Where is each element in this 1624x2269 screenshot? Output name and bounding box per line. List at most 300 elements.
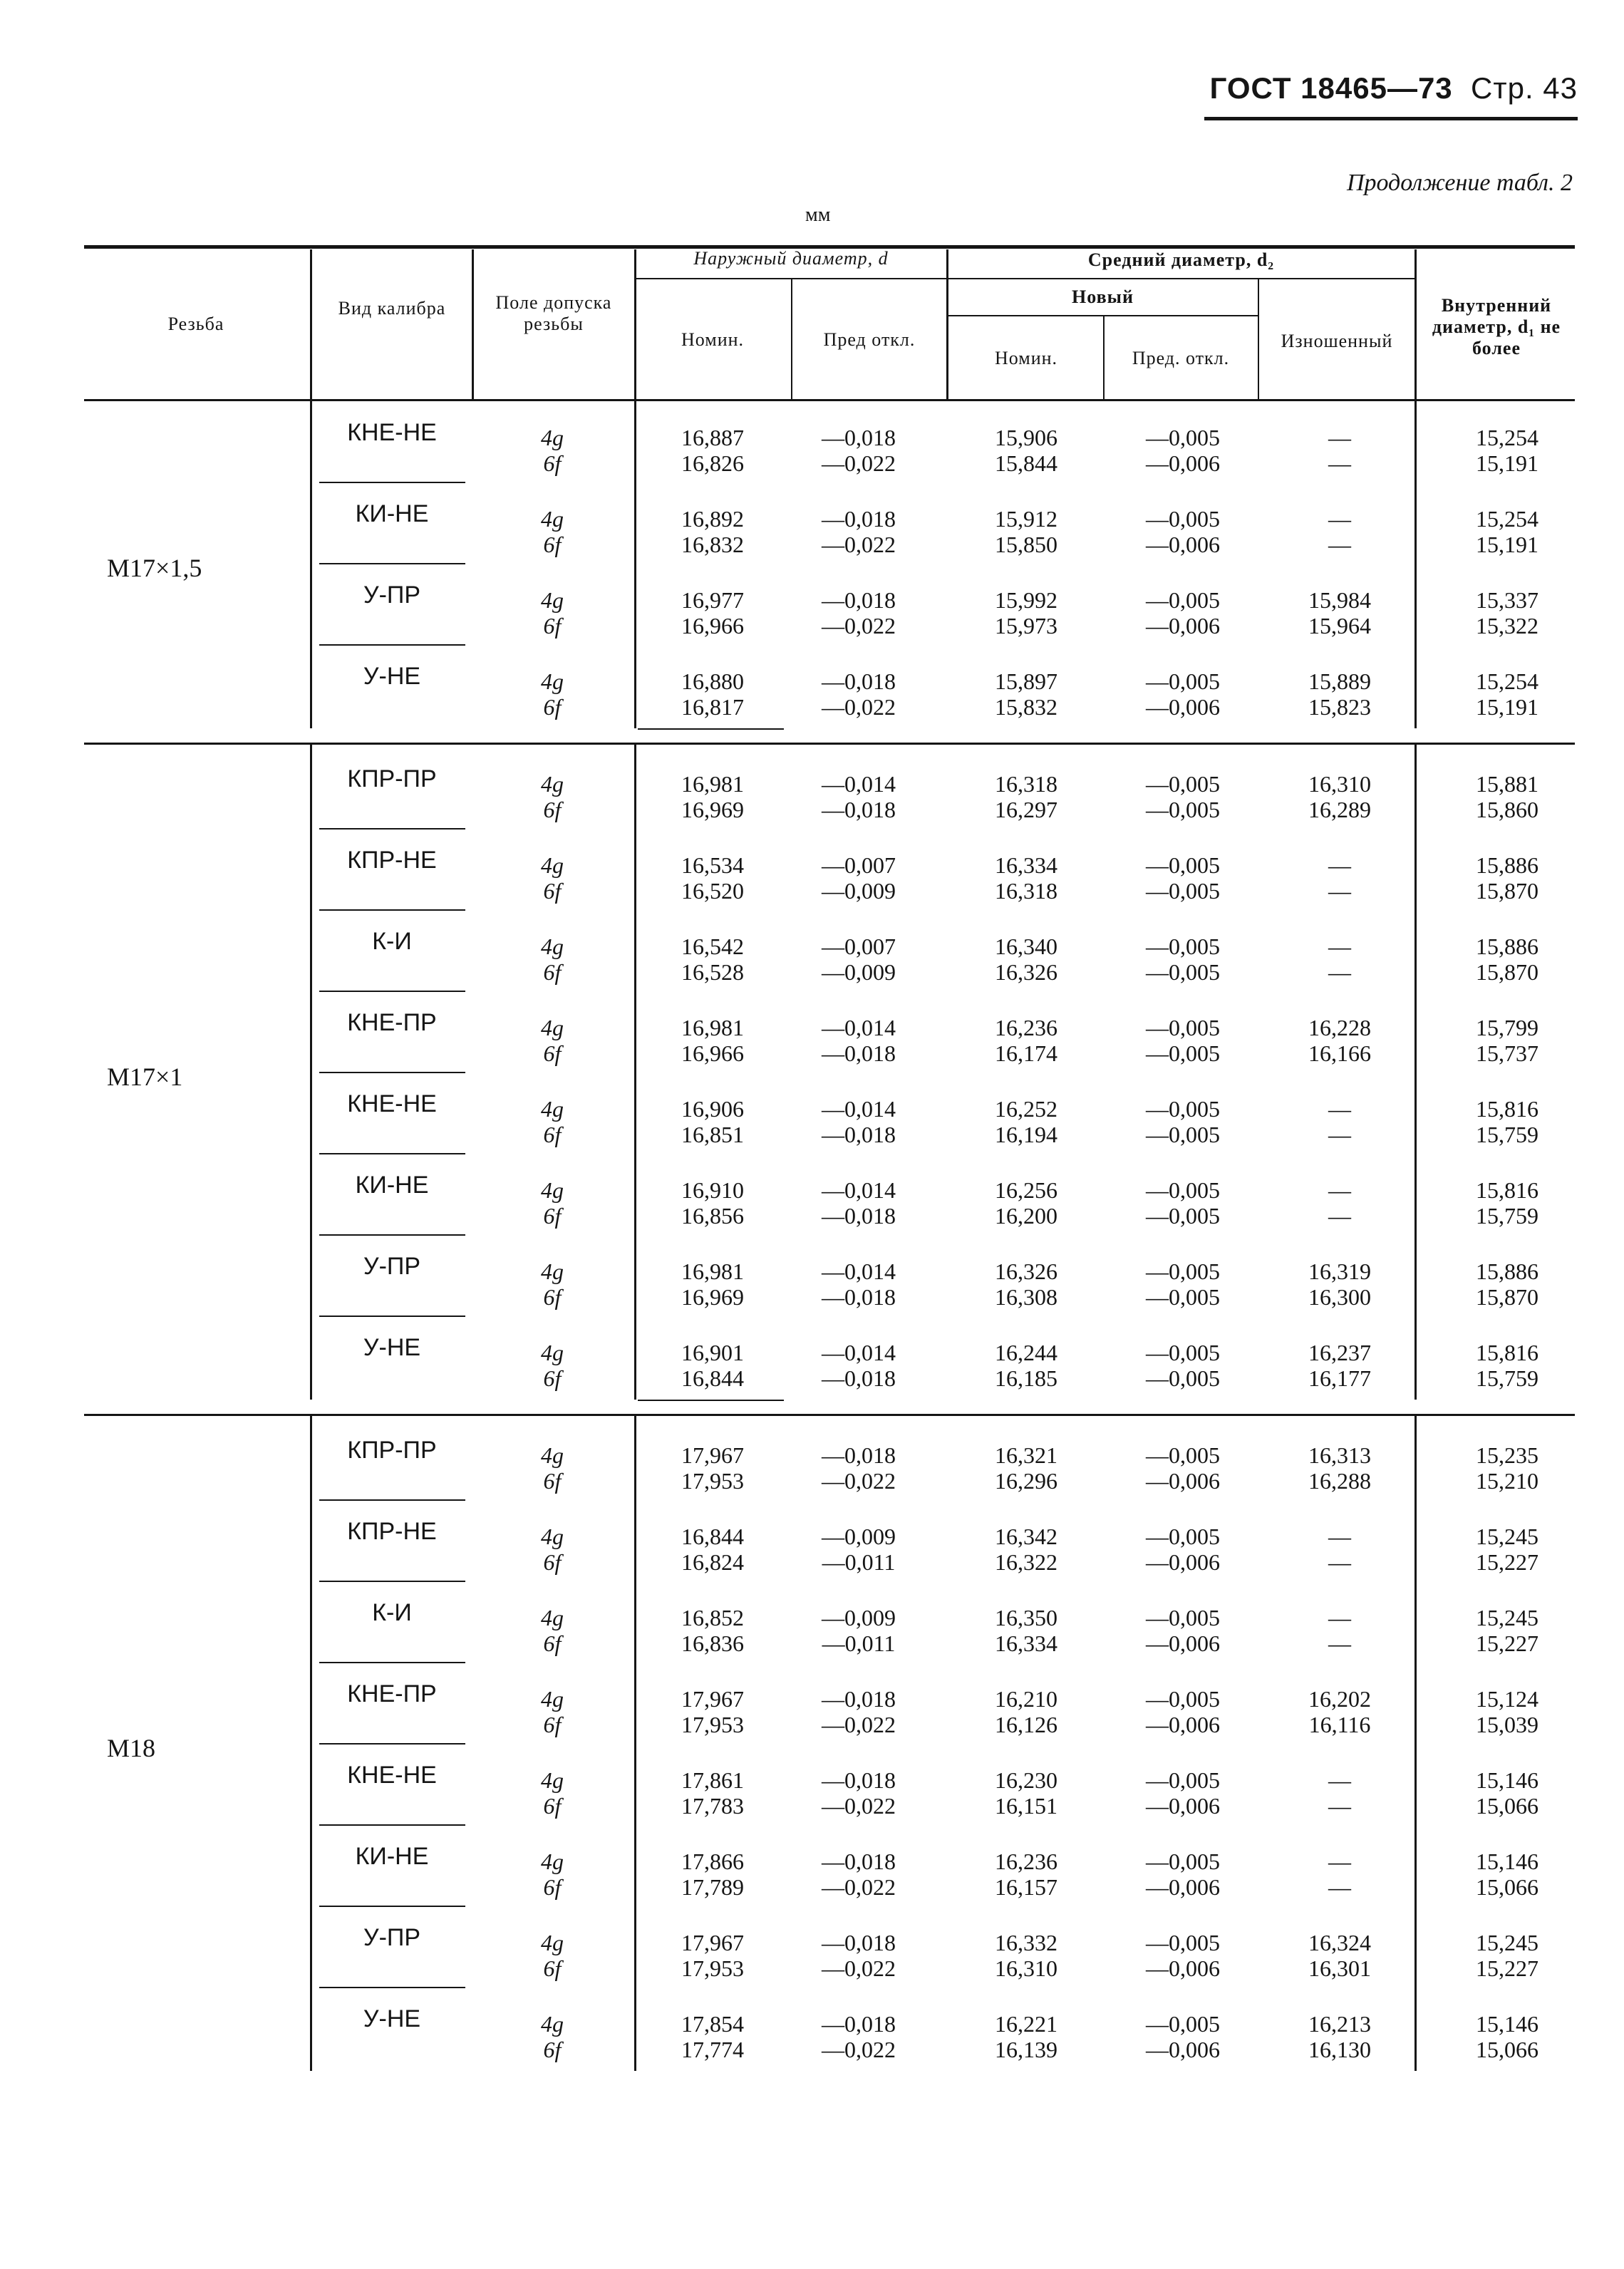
tolerance-field-cell-line: 4g (541, 1686, 564, 1712)
column-rule (1414, 398, 1417, 728)
outer-deviation-cell-line: —0,009 (822, 959, 896, 985)
mean-deviation-cell-line: —0,005 (1146, 1930, 1220, 1955)
worn-cell-line: 15,964 (1308, 613, 1371, 639)
worn-cell-line: — (1328, 1793, 1351, 1819)
mean-nominal-cell-line: 16,334 (995, 1630, 1057, 1656)
gauge-type-cell: У-НЕ (363, 1334, 421, 1361)
mean-nominal-cell-line: 16,310 (995, 1955, 1057, 1981)
inner-diameter-cell-line: 15,886 (1476, 852, 1538, 878)
outer-nominal-cell-line: 16,901 (681, 1340, 744, 1365)
outer-nominal-cell-line: 16,817 (681, 694, 744, 720)
mean-deviation-cell (1112, 1015, 1254, 1066)
mean-nominal-cell-line: 16,334 (995, 852, 1057, 878)
tolerance-field-cell (499, 1442, 606, 1494)
outer-nominal-cell-line: 17,774 (681, 2037, 744, 2062)
outer-nominal-cell (648, 1096, 777, 1147)
mean-nominal-cell-line: 15,832 (995, 694, 1057, 720)
outer-deviation-cell-line: —0,007 (822, 934, 896, 959)
mean-nominal-cell (955, 852, 1097, 904)
outer-nominal-cell-line: 17,861 (681, 1767, 744, 1793)
mean-deviation-cell-line: —0,006 (1146, 1549, 1220, 1575)
mean-nominal-cell (955, 1524, 1097, 1575)
gauge-type-cell: КНЕ-НЕ (347, 1090, 437, 1117)
gauge-type-cell: КНЕ-НЕ (347, 1762, 437, 1789)
outer-deviation-cell-line: —0,018 (822, 1930, 896, 1955)
tolerance-field-cell-line: 6f (543, 613, 562, 639)
tolerance-field-cell-line: 6f (543, 1793, 562, 1819)
outer-deviation-cell-line: —0,018 (822, 1122, 896, 1147)
outer-nominal-cell-line: 17,967 (681, 1930, 744, 1955)
mean-nominal-cell-line: 16,296 (995, 1468, 1057, 1494)
page-number: Стр. 43 (1471, 71, 1578, 105)
outer-deviation-cell (798, 668, 919, 720)
inner-diameter-cell (1432, 852, 1582, 904)
gauge-type-cell: У-ПР (363, 582, 421, 609)
tolerance-field-cell (499, 1849, 606, 1900)
worn-cell-line: 16,202 (1308, 1686, 1371, 1712)
inner-diameter-cell-line: 15,759 (1476, 1203, 1538, 1229)
mean-nominal-cell (955, 1258, 1097, 1310)
tolerance-field-cell-line: 4g (541, 2011, 564, 2037)
inner-diameter-cell-line: 15,254 (1476, 425, 1538, 450)
gauge-row-rule (319, 991, 465, 992)
outer-deviation-cell-line: —0,022 (822, 1468, 896, 1494)
worn-cell-line: — (1328, 1177, 1351, 1203)
inner-diameter-cell (1432, 1767, 1582, 1819)
worn-cell-line: 16,319 (1308, 1258, 1371, 1284)
mean-nominal-cell-line: 16,256 (995, 1177, 1057, 1203)
outer-nominal-cell (648, 1686, 777, 1737)
mean-nominal-cell-line: 16,236 (995, 1849, 1057, 1874)
column-rule (310, 1415, 312, 2071)
outer-nominal-cell-line: 16,910 (681, 1177, 744, 1203)
inner-diameter-cell-line: 15,124 (1476, 1686, 1538, 1712)
tolerance-field-cell-line: 4g (541, 1930, 564, 1955)
mean-nominal-cell (955, 1605, 1097, 1656)
gauge-type-cell: У-ПР (363, 1253, 421, 1280)
inner-diameter-cell-line: 15,886 (1476, 934, 1538, 959)
worn-cell-line: — (1328, 934, 1351, 959)
table-continuation-note: Продолжение табл. 2 (1346, 170, 1573, 196)
mean-deviation-cell (1112, 587, 1254, 639)
worn-cell-line: — (1328, 1874, 1351, 1900)
gauge-row-rule (319, 1743, 465, 1745)
tolerance-field-cell (499, 2011, 606, 2062)
worn-cell-line: — (1328, 532, 1351, 557)
header-vrule (310, 249, 312, 399)
gauge-type-cell: КИ-НЕ (355, 1172, 429, 1199)
inner-diameter-cell (1432, 1340, 1582, 1391)
worn-cell (1268, 425, 1411, 476)
column-header-outer-deviation: Пред откл. (823, 329, 916, 350)
worn-cell (1268, 852, 1411, 904)
worn-cell-line: 16,228 (1308, 1015, 1371, 1040)
mean-deviation-cell-line: —0,005 (1146, 878, 1220, 904)
inner-diameter-cell-line: 15,860 (1476, 797, 1538, 822)
outer-deviation-cell (798, 1605, 919, 1656)
outer-deviation-cell (798, 852, 919, 904)
worn-cell-line: — (1328, 450, 1351, 476)
inner-diameter-cell (1432, 1605, 1582, 1656)
outer-nominal-cell-line: 16,977 (681, 587, 744, 613)
column-header-mean-deviation: Пред. откл. (1132, 348, 1230, 368)
outer-nominal-cell-line: 16,836 (681, 1630, 744, 1656)
mean-nominal-cell-line: 15,844 (995, 450, 1057, 476)
worn-cell (1268, 1849, 1411, 1900)
outer-deviation-cell-line: —0,007 (822, 852, 896, 878)
inner-diameter-cell (1432, 1258, 1582, 1310)
worn-cell-line: 15,984 (1308, 587, 1371, 613)
gauge-type-cell: КПР-НЕ (347, 847, 437, 874)
inner-diameter-cell-line: 15,066 (1476, 1874, 1538, 1900)
mean-nominal-cell (955, 1442, 1097, 1494)
inner-diameter-cell (1432, 1930, 1582, 1981)
tolerance-field-cell-line: 4g (541, 852, 564, 878)
gauge-type-cell: КИ-НЕ (355, 1843, 429, 1870)
outer-nominal-cell-line: 17,789 (681, 1874, 744, 1900)
tolerance-field-cell-line: 4g (541, 1849, 564, 1874)
mean-nominal-cell-line: 16,318 (995, 771, 1057, 797)
mean-deviation-cell-line: —0,005 (1146, 1122, 1220, 1147)
column-rule (1414, 1415, 1417, 2071)
worn-cell-line: — (1328, 1524, 1351, 1549)
worn-cell-line: — (1328, 1605, 1351, 1630)
tolerance-field-cell (499, 1686, 606, 1737)
mean-nominal-cell (955, 587, 1097, 639)
outer-nominal-cell (648, 1442, 777, 1494)
gauge-row-rule (319, 909, 465, 911)
outer-nominal-cell-line: 17,967 (681, 1686, 744, 1712)
inner-diameter-cell-line: 15,039 (1476, 1712, 1538, 1737)
inner-diameter-cell (1432, 1849, 1582, 1900)
worn-cell-line: — (1328, 425, 1351, 450)
gauge-row-rule (319, 1581, 465, 1582)
outer-deviation-cell-line: —0,011 (822, 1630, 896, 1656)
outer-deviation-cell-line: —0,009 (822, 878, 896, 904)
outer-deviation-cell-line: —0,018 (822, 1442, 896, 1468)
gauge-type-cell: КНЕ-ПР (347, 1680, 437, 1707)
mean-deviation-cell-line: —0,006 (1146, 613, 1220, 639)
mean-deviation-cell-line: —0,006 (1146, 694, 1220, 720)
tolerance-field-cell-line: 4g (541, 1442, 564, 1468)
outer-nominal-cell (648, 587, 777, 639)
column-rule (634, 1415, 636, 2071)
outer-deviation-cell (798, 1096, 919, 1147)
mean-nominal-cell-line: 15,992 (995, 587, 1057, 613)
inner-diameter-cell-line: 15,245 (1476, 1524, 1538, 1549)
outer-nominal-cell-line: 17,866 (681, 1849, 744, 1874)
mean-nominal-cell-line: 16,244 (995, 1340, 1057, 1365)
gauge-type-cell: КПР-ПР (347, 765, 437, 792)
inner-diameter-cell-line: 15,146 (1476, 1849, 1538, 1874)
tolerance-field-cell-line: 6f (543, 797, 562, 822)
mean-deviation-cell-line: —0,006 (1146, 2037, 1220, 2062)
outer-nominal-cell-line: 16,969 (681, 1284, 744, 1310)
gauge-row-rule (319, 1987, 465, 1988)
outer-deviation-cell-line: —0,018 (822, 506, 896, 532)
gauge-type-cell: У-НЕ (363, 663, 421, 690)
mean-nominal-cell-line: 16,221 (995, 2011, 1057, 2037)
outer-deviation-cell (798, 1849, 919, 1900)
gauge-type-cell: КПР-НЕ (347, 1518, 437, 1545)
worn-cell-line: — (1328, 1122, 1351, 1147)
outer-nominal-cell (648, 1177, 777, 1229)
inner-diameter-cell (1432, 771, 1582, 822)
outer-deviation-cell-line: —0,018 (822, 1767, 896, 1793)
worn-cell (1268, 587, 1411, 639)
mean-nominal-cell (955, 2011, 1097, 2062)
worn-cell (1268, 1096, 1411, 1147)
outer-nominal-cell (648, 425, 777, 476)
worn-cell-line: 16,300 (1308, 1284, 1371, 1310)
inner-diameter-cell-line: 15,066 (1476, 1793, 1538, 1819)
worn-cell-line: 16,116 (1308, 1712, 1371, 1737)
tolerance-field-cell-line: 4g (541, 934, 564, 959)
worn-cell-line: 15,823 (1308, 694, 1371, 720)
outer-deviation-cell-line: —0,022 (822, 1712, 896, 1737)
gauge-row-rule (319, 563, 465, 564)
outer-nominal-cell (648, 1258, 777, 1310)
gauge-type-cell: КИ-НЕ (355, 500, 429, 527)
gauge-row-rule (319, 644, 465, 646)
inner-diameter-cell-line: 15,870 (1476, 959, 1538, 985)
mean-nominal-cell-line: 15,850 (995, 532, 1057, 557)
mean-nominal-cell-line: 16,340 (995, 934, 1057, 959)
tolerance-field-cell-line: 4g (541, 1177, 564, 1203)
outer-deviation-cell-line: —0,009 (822, 1524, 896, 1549)
tolerance-field-cell (499, 1015, 606, 1066)
worn-cell-line: — (1328, 878, 1351, 904)
section-rule (84, 1414, 1575, 1416)
worn-cell-line: 16,130 (1308, 2037, 1371, 2062)
worn-cell (1268, 2011, 1411, 2062)
tolerance-field-cell (499, 1177, 606, 1229)
outer-nominal-cell-line: 17,953 (681, 1468, 744, 1494)
inner-diameter-cell-line: 15,254 (1476, 668, 1538, 694)
outer-nominal-cell-line: 16,887 (681, 425, 744, 450)
mean-nominal-cell-line: 16,236 (995, 1015, 1057, 1040)
worn-cell-line: — (1328, 1549, 1351, 1575)
outer-nominal-cell-line: 16,826 (681, 450, 744, 476)
units-label: мм (805, 204, 831, 226)
mean-nominal-cell-line: 16,194 (995, 1122, 1057, 1147)
column-header-thread: Резьба (167, 314, 224, 334)
tolerance-field-cell (499, 1340, 606, 1391)
inner-diameter-cell-line: 15,816 (1476, 1096, 1538, 1122)
outer-deviation-cell-line: —0,022 (822, 450, 896, 476)
outer-deviation-cell (798, 1930, 919, 1981)
worn-cell (1268, 1605, 1411, 1656)
outer-nominal-cell-line: 16,844 (681, 1524, 744, 1549)
outer-deviation-cell (798, 771, 919, 822)
worn-cell-line: — (1328, 1630, 1351, 1656)
tolerance-field-cell-line: 4g (541, 1096, 564, 1122)
outer-deviation-cell-line: —0,022 (822, 1874, 896, 1900)
worn-cell (1268, 1015, 1411, 1066)
inner-diameter-cell (1432, 506, 1582, 557)
tolerance-field-cell-line: 4g (541, 1605, 564, 1630)
mean-deviation-cell (1112, 934, 1254, 985)
mean-nominal-cell-line: 16,210 (995, 1686, 1057, 1712)
mean-deviation-cell-line: —0,005 (1146, 1284, 1220, 1310)
section-end-rule (638, 1400, 784, 1401)
outer-deviation-cell-line: —0,014 (822, 771, 896, 797)
outer-nominal-cell-line: 16,981 (681, 771, 744, 797)
mean-nominal-cell (955, 425, 1097, 476)
tolerance-field-cell-line: 6f (543, 1874, 562, 1900)
header-vrule (472, 249, 474, 399)
inner-diameter-cell (1432, 668, 1582, 720)
outer-deviation-cell (798, 1442, 919, 1494)
outer-deviation-cell (798, 1177, 919, 1229)
tolerance-field-cell (499, 1930, 606, 1981)
outer-deviation-cell-line: —0,022 (822, 2037, 896, 2062)
worn-cell-line: — (1328, 1096, 1351, 1122)
header-vrule (1103, 316, 1105, 399)
worn-cell-line: 16,313 (1308, 1442, 1371, 1468)
outer-deviation-cell (798, 1015, 919, 1066)
outer-deviation-cell-line: —0,022 (822, 1793, 896, 1819)
outer-nominal-cell-line: 17,953 (681, 1955, 744, 1981)
inner-diameter-cell-line: 15,245 (1476, 1605, 1538, 1630)
gauge-row-rule (319, 828, 465, 829)
outer-nominal-cell-line: 16,824 (681, 1549, 744, 1575)
mean-deviation-cell-line: —0,005 (1146, 1365, 1220, 1391)
column-header-worn: Изношенный (1281, 331, 1393, 351)
outer-nominal-cell-line: 16,966 (681, 1040, 744, 1066)
tolerance-field-cell (499, 852, 606, 904)
worn-cell (1268, 1524, 1411, 1575)
mean-deviation-cell (1112, 852, 1254, 904)
tolerance-field-cell-line: 4g (541, 668, 564, 694)
mean-deviation-cell (1112, 1605, 1254, 1656)
tolerance-field-cell (499, 668, 606, 720)
inner-diameter-cell (1432, 1524, 1582, 1575)
mean-deviation-cell (1112, 1930, 1254, 1981)
mean-nominal-cell-line: 16,332 (995, 1930, 1057, 1955)
mean-nominal-cell-line: 16,318 (995, 878, 1057, 904)
outer-deviation-cell (798, 506, 919, 557)
worn-cell-line: 16,213 (1308, 2011, 1371, 2037)
mean-nominal-cell-line: 16,200 (995, 1203, 1057, 1229)
mean-deviation-cell-line: —0,006 (1146, 532, 1220, 557)
outer-nominal-cell-line: 16,981 (681, 1015, 744, 1040)
outer-deviation-cell-line: —0,018 (822, 587, 896, 613)
mean-deviation-cell (1112, 1686, 1254, 1737)
column-rule (634, 398, 636, 728)
outer-deviation-cell (798, 1686, 919, 1737)
outer-nominal-cell (648, 1524, 777, 1575)
tolerance-field-cell (499, 506, 606, 557)
mean-nominal-cell (955, 1930, 1097, 1981)
tolerance-field-cell-line: 4g (541, 1767, 564, 1793)
inner-diameter-cell-line: 15,759 (1476, 1365, 1538, 1391)
outer-deviation-cell-line: —0,018 (822, 1284, 896, 1310)
gost-number: ГОСТ 18465—73 (1209, 71, 1453, 105)
outer-nominal-cell (648, 668, 777, 720)
gauge-row-rule (319, 1153, 465, 1154)
inner-diameter-cell-line: 15,235 (1476, 1442, 1538, 1468)
column-header-outer-diameter: Наружный диаметр, d (693, 248, 889, 269)
outer-deviation-cell-line: —0,018 (822, 668, 896, 694)
gauge-type-cell: КНЕ-НЕ (347, 419, 437, 446)
tolerance-field-cell-line: 4g (541, 506, 564, 532)
mean-deviation-cell (1112, 771, 1254, 822)
mean-diameter-header-rule (948, 278, 1414, 279)
mean-nominal-cell (955, 1015, 1097, 1066)
gauge-row-rule (319, 1316, 465, 1317)
worn-cell-line: 15,889 (1308, 668, 1371, 694)
tolerance-field-cell (499, 425, 606, 476)
mean-nominal-cell-line: 16,308 (995, 1284, 1057, 1310)
worn-cell (1268, 771, 1411, 822)
mean-deviation-cell-line: —0,005 (1146, 1177, 1220, 1203)
mean-nominal-cell-line: 16,326 (995, 1258, 1057, 1284)
section-rule (84, 743, 1575, 745)
worn-cell (1268, 1340, 1411, 1391)
gauge-row-rule (319, 1824, 465, 1826)
mean-nominal-cell-line: 15,897 (995, 668, 1057, 694)
gauge-row-rule (319, 1234, 465, 1236)
tolerance-field-cell-line: 6f (543, 959, 562, 985)
inner-diameter-cell (1432, 1686, 1582, 1737)
inner-diameter-cell-line: 15,870 (1476, 878, 1538, 904)
mean-deviation-cell-line: —0,005 (1146, 668, 1220, 694)
outer-deviation-cell (798, 1258, 919, 1310)
outer-deviation-cell-line: —0,014 (822, 1340, 896, 1365)
mean-nominal-cell-line: 16,322 (995, 1549, 1057, 1575)
inner-diameter-cell-line: 15,816 (1476, 1340, 1538, 1365)
inner-diameter-cell-line: 15,737 (1476, 1040, 1538, 1066)
outer-deviation-cell-line: —0,022 (822, 694, 896, 720)
tolerance-field-cell (499, 934, 606, 985)
tolerance-field-cell-line: 6f (543, 1122, 562, 1147)
mean-deviation-cell-line: —0,005 (1146, 425, 1220, 450)
inner-diameter-cell (1432, 1015, 1582, 1066)
tolerance-field-cell-line: 6f (543, 1549, 562, 1575)
mean-deviation-cell-line: —0,006 (1146, 450, 1220, 476)
outer-deviation-cell (798, 1340, 919, 1391)
outer-nominal-cell-line: 17,854 (681, 2011, 744, 2037)
header-vrule (791, 279, 792, 399)
mean-deviation-cell (1112, 1767, 1254, 1819)
section-end-rule (638, 728, 784, 730)
worn-cell (1268, 934, 1411, 985)
outer-deviation-cell (798, 587, 919, 639)
thread-label: М17×1 (107, 1063, 183, 1091)
mean-nominal-cell-line: 16,185 (995, 1365, 1057, 1391)
tolerance-field-cell-line: 6f (543, 1468, 562, 1494)
mean-deviation-cell-line: —0,005 (1146, 1015, 1220, 1040)
mean-deviation-cell (1112, 1177, 1254, 1229)
inner-diameter-cell-line: 15,191 (1476, 450, 1538, 476)
header-vrule (634, 249, 636, 399)
gauge-type-cell: У-ПР (363, 1924, 421, 1951)
outer-nominal-cell-line: 16,906 (681, 1096, 744, 1122)
outer-deviation-cell-line: —0,009 (822, 1605, 896, 1630)
outer-deviation-cell-line: —0,018 (822, 1365, 896, 1391)
mean-deviation-cell-line: —0,006 (1146, 1468, 1220, 1494)
outer-deviation-cell-line: —0,018 (822, 1040, 896, 1066)
mean-nominal-cell-line: 16,139 (995, 2037, 1057, 2062)
outer-deviation-cell (798, 1524, 919, 1575)
inner-diameter-cell-line: 15,210 (1476, 1468, 1538, 1494)
outer-nominal-cell (648, 771, 777, 822)
outer-nominal-cell-line: 17,967 (681, 1442, 744, 1468)
inner-diameter-cell-line: 15,146 (1476, 1767, 1538, 1793)
outer-nominal-cell (648, 852, 777, 904)
column-header-gauge-type: Вид калибра (338, 298, 446, 319)
